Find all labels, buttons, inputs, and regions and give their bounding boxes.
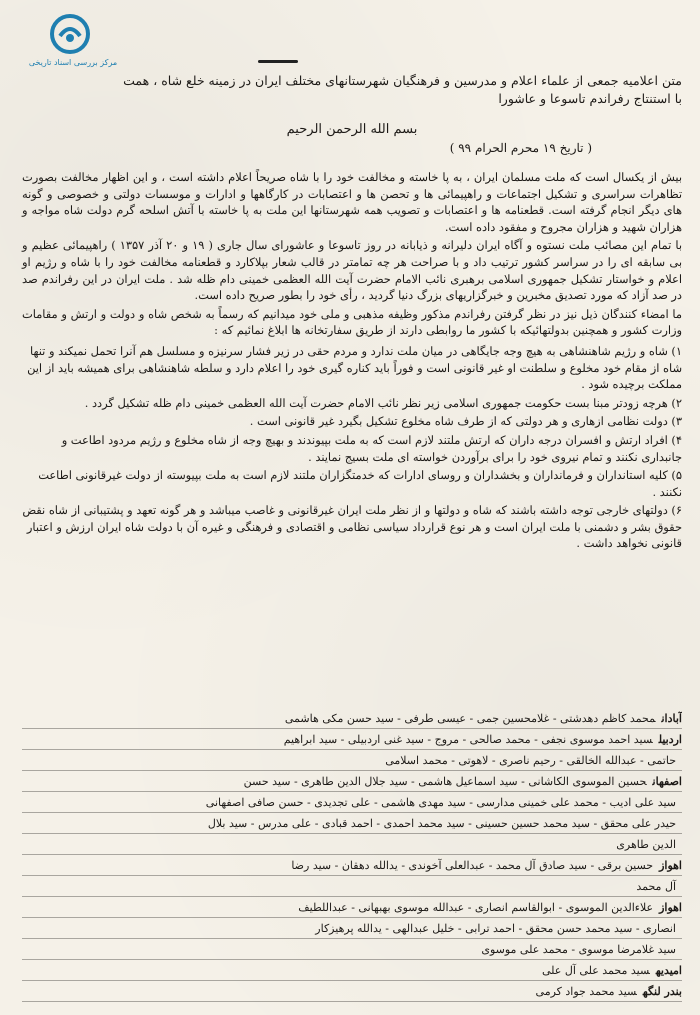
signature-line: [22, 983, 682, 1002]
signature-names: حسین برقی - سید صادق آل محمد - عبدالعلی آخوندی - یدالله دهقان - سید رضا: [291, 859, 654, 872]
signature-city: اردبیل: [658, 733, 682, 746]
signatories-list: [22, 710, 682, 1004]
demand-item: ۳) دولت نظامی ازهاری و هر دولتی که از طرف شاه مخلوع تشکیل بگیرد غیر قانونی است .: [249, 414, 682, 429]
paragraph: با تمام این مصائب ملت نستوه و آگاه ایران دلیرانه و ذیابانه در روز تاسوعا و عاشورای سال جاری ( ۱۹ و ۲۰ آذر ۱۳۵۷ ) راهپیمائی عظیم و بی سابقه ای را در سراسر کشور ترتیب داد و با صراحت هر چه تمامتر در قالب شعار بپلاکارد و قطعنامه مخالفت خود را با شاه و رژیم او اعلام و خواستار تشکیل جمهوری اسلامی برهبری نائب الامام حضرت آیت الله العظمی خمینی دام ظله شد . ملت ایران در این رفراندم صد در صد آزاد که مورد تصدیق مخبرین و خبرگزاریهای بزرگ دنیا گردید ، رأی خود را بطور صریح داده است.: [22, 238, 682, 303]
document-date: ( تاریخ ۱۹ محرم الحرام ۹۹ ): [449, 141, 592, 155]
signature-line: [22, 710, 682, 729]
signature-line: [22, 857, 682, 876]
signature-city: امیدیه: [655, 964, 682, 977]
title-line: متن اعلامیه جمعی از علماء اعلام و مدرسین و فرهنگیان شهرستانهای مختلف ایران در زمینه خلع شاه ، همت: [123, 73, 682, 88]
signature-names: آل محمد: [636, 880, 676, 893]
demands-list: [22, 343, 682, 552]
signature-city: اهواز: [659, 901, 682, 914]
signature-names: انصاری - سید محمد حسن محقق - احمد ترابی - خلیل عبدالهی - یدالله پرهیزکار: [315, 922, 676, 935]
demand-item: ۶) دولتهای خارجی توجه داشته باشند که شاه و دولتها و از نظر ملت ایران غیرقانونی و غاصب میباشد و هر گونه تعهد و پشتیبانی از شاه نقض حقوق بشر و دشمنی با ملت ایران است و هر نوع قرارداد سیاسی نظامی و اقتصادی و فرهنگی و غیره آن با دولت شاه ایران ارزش و اعتبار قانونی نخواهد داشت .: [22, 503, 682, 551]
paragraph: ما امضاء کنندگان ذیل نیز در نظر گرفتن رفراندم مذکور وظیفه مذهبی و ملی خود میدانیم که رسماً به شخص شاه و دولت و ارتش و مقامات وزارت کشور و همچنین بدولتهائیکه با کشور ما روابطی دارند از طریق سفارتخانه ها ابلاغ نمائیم که :: [22, 306, 682, 338]
signature-names: حیدر علی محقق - سید محمد حسین حسینی - سید محمد احمدی - احمد قبادی - علی مدرس - سید بلال: [207, 817, 676, 830]
signature-names: حاتمی - عبدالله الخالقی - رحیم ناصری - لاهوتی - محمد اسلامی: [385, 754, 676, 767]
signature-line: [22, 962, 682, 981]
signature-line: [22, 899, 682, 918]
signature-names: سید محمد علی آل علی: [541, 964, 650, 977]
signature-line: [22, 815, 682, 834]
logo-caption: مرکز بررسی اسناد تاریخی: [28, 58, 118, 67]
signature-city: اصفهان: [652, 775, 682, 788]
archive-logo: [18, 14, 128, 74]
declaration-text: [22, 169, 682, 339]
signature-names: سید احمد موسوی نجفی - محمد صالحی - مروج - سید غنی اردبیلی - سید ابراهیم: [283, 733, 653, 746]
signature-names: سید علی ادیب - محمد علی خمینی مدارسی - سید مهدی هاشمی - علی تجدیدی - حسن صافی اصفهانی: [205, 796, 676, 809]
demand-item: ۵) کلیه استانداران و فرمانداران و بخشداران و روسای ادارات که خدمتگزاران ملتند لازم است به ملت بپیوسته از دولت غیرقانونی اطاعت نکنند .: [38, 468, 682, 499]
signature-line: [22, 836, 682, 855]
signature-line: [22, 920, 682, 939]
signature-line: [22, 773, 682, 792]
demand-item: ۲) هرچه زودتر مبنا بست حکومت جمهوری اسلامی زیر نظر نائب الامام حضرت آیت الله العظمی خمینی دام ظله تشکیل گردد .: [84, 395, 682, 410]
signature-names: محمد کاظم دهدشتی - غلامحسین جمی - عیسی طرفی - سید حسن مکی هاشمی: [284, 712, 656, 725]
signature-line: [22, 731, 682, 750]
signature-names: حسین الموسوی الکاشانی - سید اسماعیل هاشمی - سید جلال الدین طاهری - سید حسن: [243, 775, 647, 788]
paragraph: بیش از یکسال است که ملت مسلمان ایران ، به پا خاسته و مخالفت خود را با شاه صریحاً اعلام داشته است ، و این اظهار مخالفت بصورت تظاهرات سراسری و تشکیل اجتماعات و راهپیمائی ها و تحصن ها و اعتصابات در کارگاهها و ادارات و موسسات دولتی و خصوصی و گونه های دیگر انجام گرفته است. قطعنامه ها و اعتصابات و تصویب همه شهرستانها این ملت به پا خاسته با آتش اسلحه گرم دولت شاه مواجه و هزاران شهید و هزاران مجروح و مفقود داده است.: [22, 170, 682, 234]
basmala: بسم الله الرحمن الرحیم: [286, 122, 418, 137]
demand-item: ۴) افراد ارتش و افسران درجه داران که ارتش ملتند لازم است که به ملت بپیوندند و بهیچ وجه از شاه مخلوع و رژیم مردود اطاعت و جانبداری نکنند و تمام نیروی خود را برای برآوردن خواسته ای ملت بسیج نمایند .: [61, 432, 682, 464]
archive-logo-icon: [50, 14, 90, 54]
signature-names: سید محمد جواد کرمی: [535, 985, 637, 998]
demand-item: ۱) شاه و رژیم شاهنشاهی به هیچ وجه جایگاهی در میان ملت ندارد و مردم حقی در زیر فشار سرنیزه و مسلسل هم آنرا تحمل نمیکند و تنها شاه از مقام خود مخلوع و سلطنت او غیر قانونی است و فوراً باید کناره گیری خود را اعلام دارد و سلطه شاهنشاهی برای همیشه باید از این مملکت برچیده شود .: [27, 343, 682, 392]
header-dash: [258, 60, 298, 63]
signature-names: علاءالدین الموسوی - ابوالقاسم انصاری - عبدالله موسوی بهبهانی - عبداللطیف: [298, 901, 654, 914]
signature-line: [22, 878, 682, 897]
document-body: [22, 72, 682, 554]
signature-line: [22, 752, 682, 771]
signature-names: الدین طاهری: [616, 838, 676, 851]
signature-city: بندر لنگه: [642, 985, 682, 998]
signature-city: اهواز: [659, 859, 682, 872]
signature-city: آبادان: [661, 712, 682, 725]
document-title: [22, 72, 682, 108]
signature-line: [22, 941, 682, 960]
signature-line: [22, 794, 682, 813]
title-line: با استنتاج رفراندم تاسوعا و عاشورا: [498, 91, 682, 106]
signature-names: سید غلامرضا موسوی - محمد علی موسوی: [481, 943, 676, 956]
